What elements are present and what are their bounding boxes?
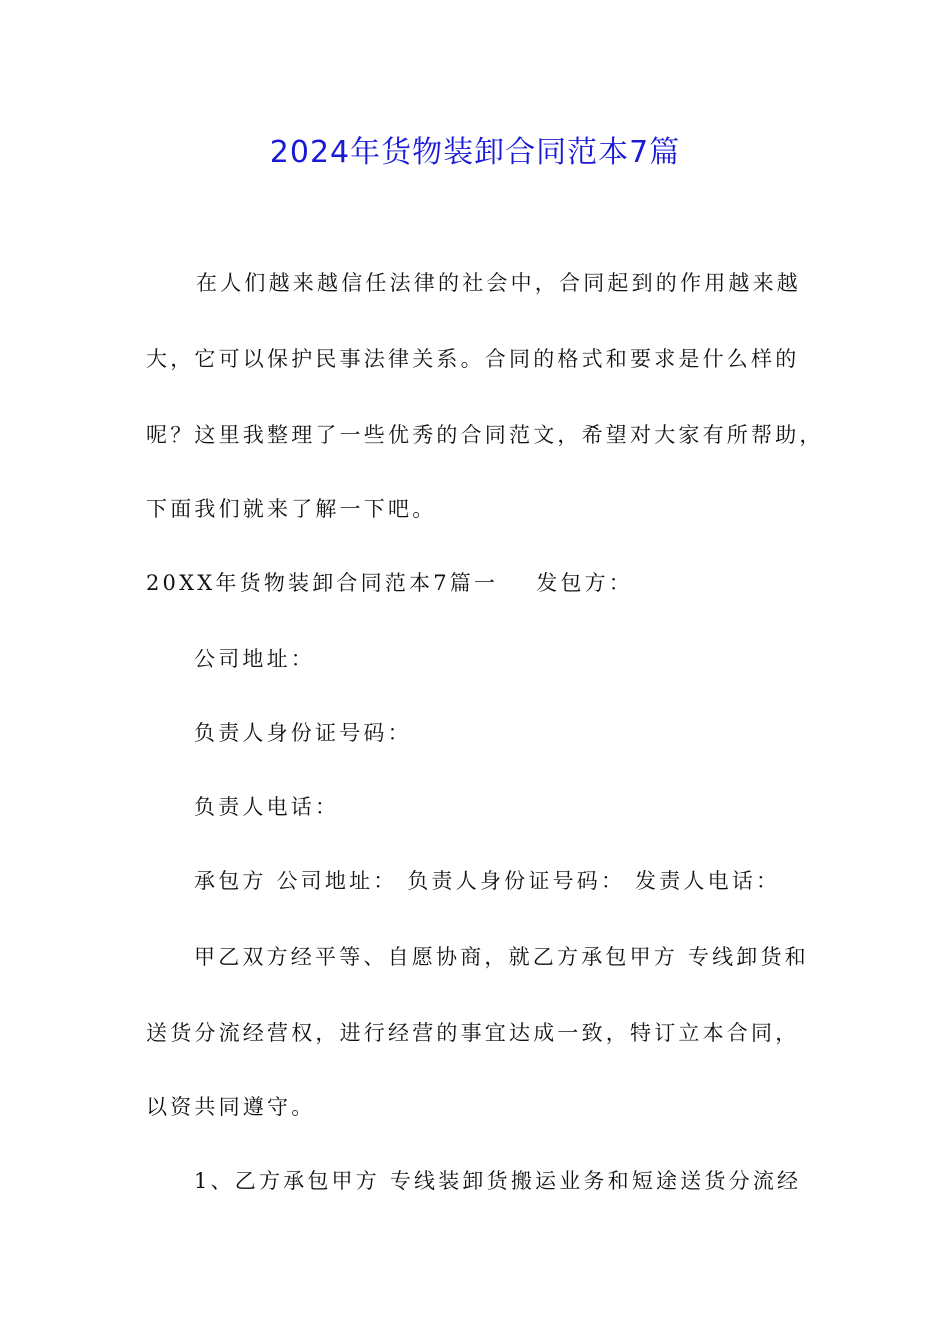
intro-line-2: 大，它可以保护民事法律关系。合同的格式和要求是什么样的 (146, 347, 800, 371)
field-contractor-info: 承包方 公司地址： 负责人身份证号码： 发责人电话： (194, 869, 781, 893)
field-id-number: 负责人身份证号码： (194, 721, 412, 745)
intro-line-1: 在人们越来越信任法律的社会中，合同起到的作用越来越 (196, 271, 801, 295)
section-party: 发包方： (536, 571, 633, 595)
agreement-line-2: 送货分流经营权，进行经营的事宜达成一致，特订立本合同， (146, 1021, 800, 1045)
section-heading-line (146, 568, 633, 598)
intro-line-4: 下面我们就来了解一下吧。 (146, 497, 437, 521)
intro-line-3: 呢？这里我整理了一些优秀的合同范文，希望对大家有所帮助， (146, 423, 824, 447)
agreement-line-1: 甲乙双方经平等、自愿协商，就乙方承包甲方 专线卸货和 (194, 945, 809, 969)
field-company-address: 公司地址： (194, 647, 315, 671)
section-heading: 20XX年货物装卸合同范本7篇一 (146, 571, 499, 595)
agreement-line-3: 以资共同遵守。 (146, 1095, 316, 1119)
field-phone: 负责人电话： (194, 795, 340, 819)
document-title: 2024年货物装卸合同范本7篇 (269, 135, 681, 170)
clause-line-1: 1、乙方承包甲方 专线装卸货搬运业务和短途送货分流经 (194, 1169, 802, 1193)
